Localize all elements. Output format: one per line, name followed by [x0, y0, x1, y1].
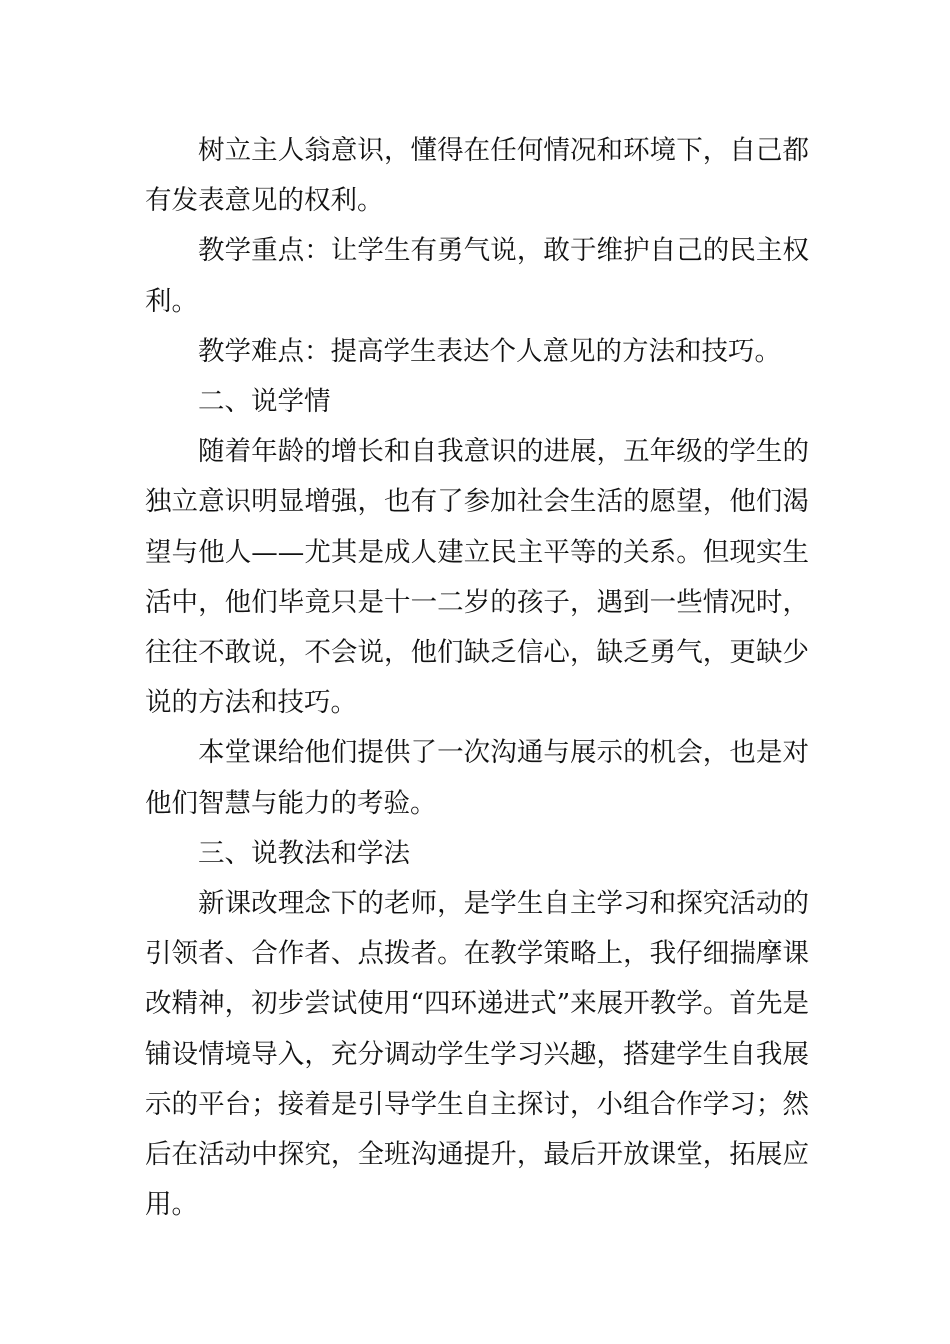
section-heading-student-situation: 二、说学情 — [198, 386, 331, 418]
document-body — [145, 126, 809, 1230]
paragraph-student-situation: 随着年龄的增长和自我意识的进展，五年级的学生的独立意识明显增强，也有了参加社会生活的愿望，他们渴望与他人——尤其是成人建立民主平等的关系。但现实生活中，他们毕竟只是十一二岁的孩子，遇到一些情况时，往往不敢说，不会说，他们缺乏信心，缺乏勇气，更缺少说的方法和技巧。 — [145, 436, 809, 719]
paragraph-ownership-awareness: 树立主人翁意识，懂得在任何情况和环境下，自己都有发表意见的权利。 — [145, 135, 809, 217]
paragraph-teaching-difficulty: 教学难点：提高学生表达个人意见的方法和技巧。 — [198, 335, 781, 367]
paragraph-lesson-opportunity: 本堂课给他们提供了一次沟通与展示的机会，也是对他们智慧与能力的考验。 — [145, 737, 809, 819]
paragraph-teaching-methods: 新课改理念下的老师，是学生自主学习和探究活动的引领者、合作者、点拨者。在教学策略上，我仔细揣摩课改精神，初步尝试使用“四环递进式”来展开教学。首先是铺设情境导入，充分调动学生学习兴趣，搭建学生自我展示的平台；接着是引导学生自主探讨，小组合作学习；然后在活动中探究，全班沟通提升，最后开放课堂，拓展应用。 — [145, 888, 809, 1221]
section-heading-teaching-methods: 三、说教法和学法 — [198, 837, 410, 869]
paragraph-teaching-focus: 教学重点：让学生有勇气说，敢于维护自己的民主权利。 — [145, 235, 809, 317]
